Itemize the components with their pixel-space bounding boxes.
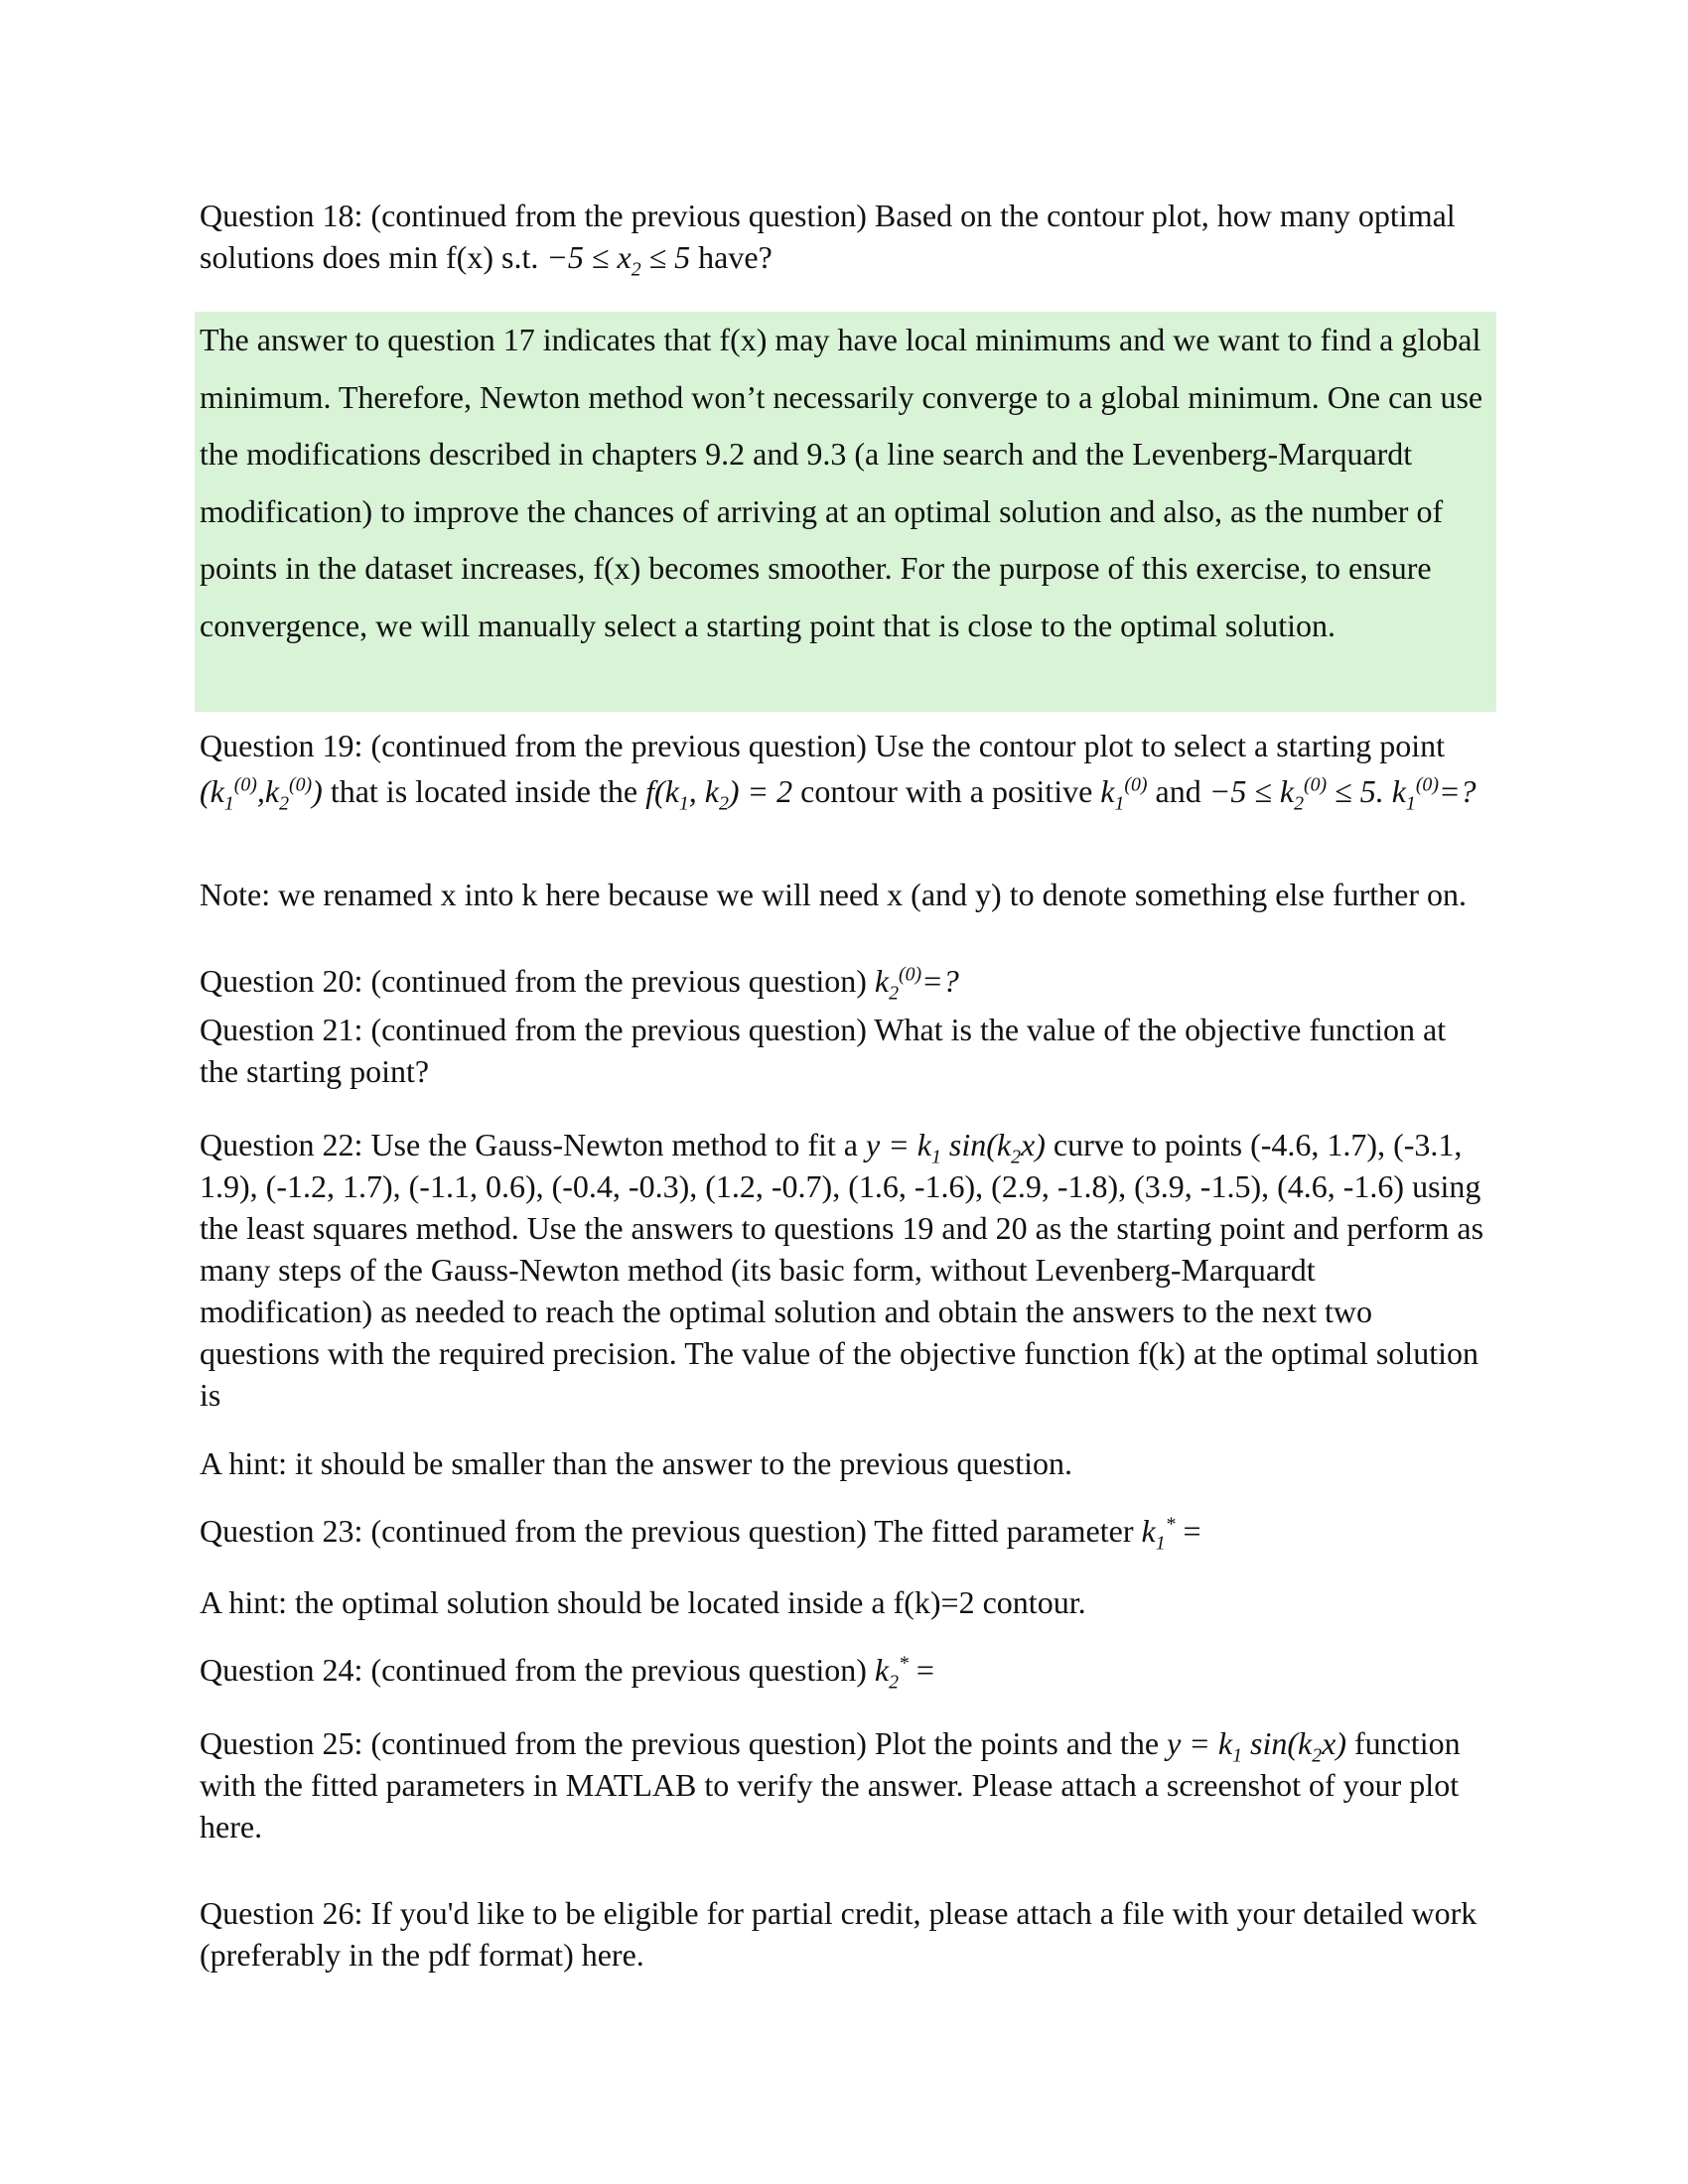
model-function: $y = k_1$ $\sin(k_2x)$ (866, 1127, 1046, 1168)
question-26: Question 26: If you'd like to be eligible for partial credit, please attach a file with your detailed work (preferably in the pdf format) here. (200, 1895, 1477, 1973)
question-19-and: and (1155, 773, 1201, 809)
question-18-tail: have? (698, 239, 773, 275)
question-25-text: function with the fitted parameters in MATLAB to verify the answer. Please attach a screenshot of your plot here. (200, 1725, 1461, 1844)
question-18-constraint: $-5 \le x_2 \le 5$ (546, 239, 691, 281)
question-24 (200, 1649, 1490, 1694)
k1-start-symbol: $k_1^{(0)}$ (1100, 773, 1148, 815)
question-19-lead: Question 19: (continued from the previous question) Use the contour plot to select a starting point (200, 728, 1445, 763)
question-23 (200, 1510, 1490, 1555)
question-25 (200, 1722, 1490, 1847)
question-22-lead: Question 22: Use the Gauss-Newton method to fit a (200, 1127, 858, 1162)
question-19-note: Note: we renamed x into k here because we will need x (and y) to denote something else further on. (200, 877, 1468, 912)
k2-optimal-symbol: $k_2^*$ (874, 1652, 909, 1694)
question-17-note: The answer to question 17 indicates that f(x) may have local minimums and we want to find a global minimum. Therefore, Newton method won’t necessarily converge to a global minimum. One can use the modifications described in chapters 9.2 and 9.3 (a line search and the Levenberg-Marquardt modification) to improve the chances of arriving at an optimal solution and also, as the number of points in the dataset increases, f(x) becomes smoother. For the purpose of this exercise, to ensure convergence, we will manually select a starting point that is close to the optimal solution. (200, 322, 1483, 643)
question-20-lead: Question 20: (continued from the previous question) (200, 963, 867, 999)
question-24-equals: = (915, 1652, 934, 1688)
question-19-mid: that is located inside the (330, 773, 638, 809)
question-23-text: Question 23: (continued from the previous question) The fitted parameter (200, 1513, 1134, 1549)
question-21: Question 21: (continued from the previous question) What is the value of the objective function at the starting point? (200, 1012, 1447, 1089)
question-24-text: Question 24: (continued from the previous question) (200, 1652, 867, 1688)
question-18 (200, 195, 1490, 281)
question-22 (200, 1124, 1490, 1416)
k1-start-question: $k_1^{(0)}=$? (1391, 773, 1477, 815)
k2-start-question: $k_2^{(0)}=$? (874, 963, 959, 1005)
k2-range-expression: $-5 \le k_2^{(0)} \le 5$. (1208, 773, 1384, 815)
hint-22: A hint: it should be smaller than the answer to the previous question. (200, 1445, 1072, 1481)
question-19 (200, 723, 1490, 814)
question-25-lead: Question 25: (continued from the previous question) Plot the points and the (200, 1725, 1160, 1761)
question-22-text: curve to points (-4.6, 1.7), (-3.1, 1.9), (-1.2, 1.7), (-1.1, 0.6), (-0.4, -0.3), (1.2, -0.7), (1.6, -1.6), (2.9, -1.8), (3.9, -1.5), (4.6, -1.6) using the least squares method. Use the answers to questions 19 and 20 as the starting point and perform as many steps of the Gauss-Newton method (its basic form, without Levenberg-Marquardt modification) as needed to reach the optimal solution and obtain the answers to the next two questions with the required precision. The value of the objective function f(k) at the optimal solution is (200, 1127, 1484, 1413)
k1-optimal-symbol: $k_1^*$ (1141, 1513, 1176, 1555)
starting-point-expression: $(k_1^{(0)},k_2^{(0)})$ (200, 773, 323, 815)
question-23-equals: = (1183, 1513, 1201, 1549)
question-18-text: Question 18: (continued from the previous question) Based on the contour plot, how many optimal solutions does min f(x) s.t. (200, 198, 1456, 275)
plot-function: $y = k_1$ $\sin(k_2x)$ (1167, 1725, 1346, 1767)
hint-23: A hint: the optimal solution should be located inside a f(k)=2 contour. (200, 1584, 1086, 1620)
contour-expression: $f(k_1$, $k_2) = 2$ (645, 773, 793, 815)
question-20 (200, 960, 1490, 1005)
question-19-mid2: contour with a positive (800, 773, 1093, 809)
